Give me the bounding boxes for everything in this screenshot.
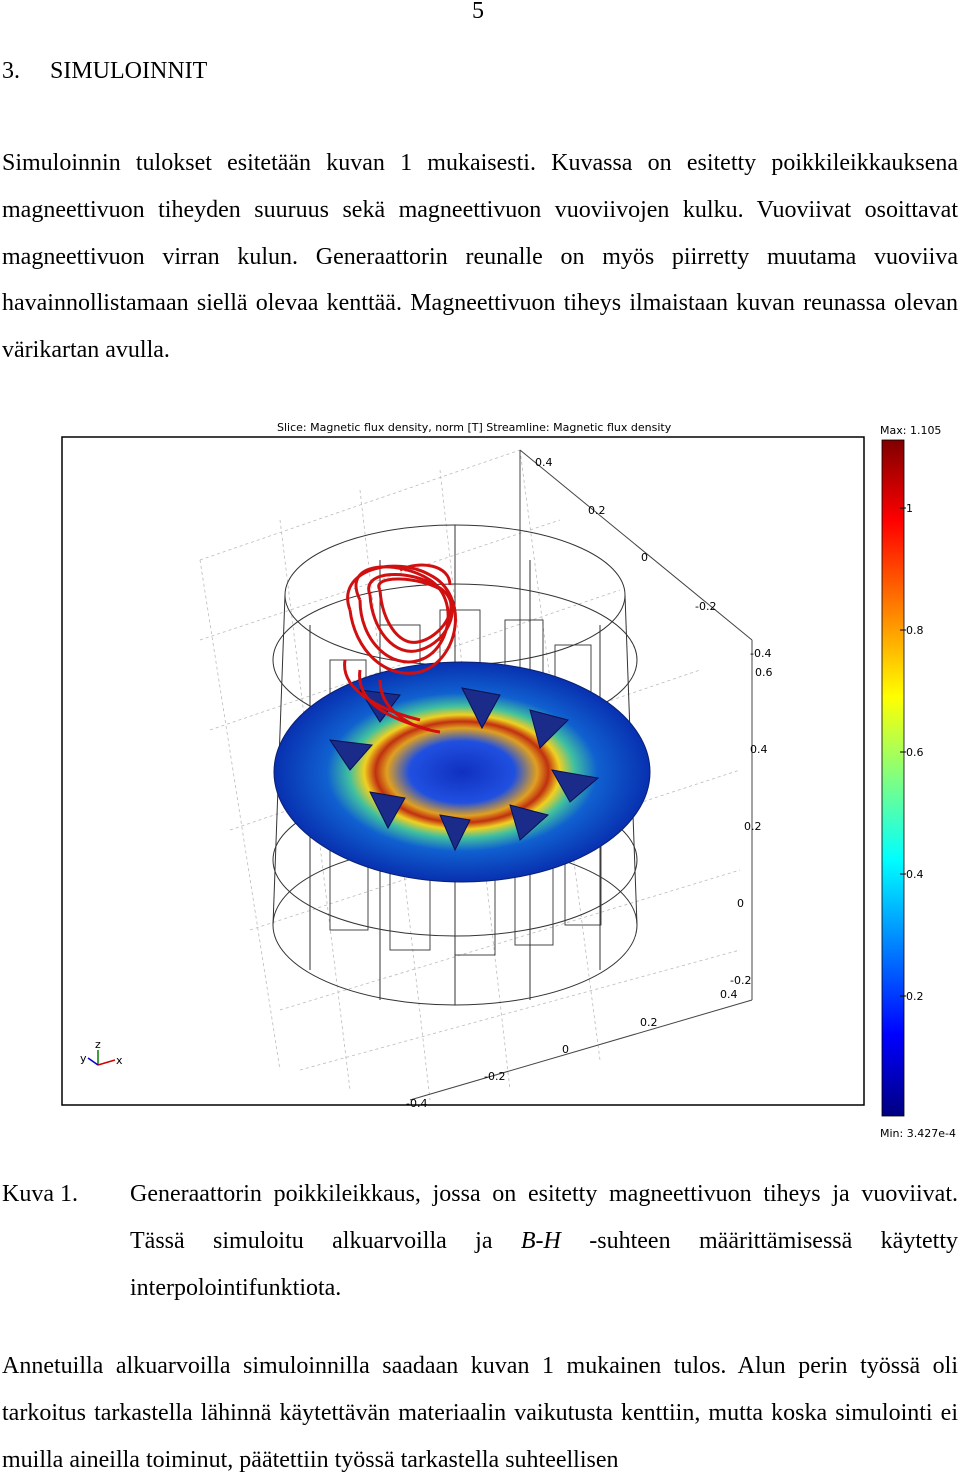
- svg-text:0.4: 0.4: [750, 743, 768, 756]
- svg-text:-0.2: -0.2: [730, 974, 752, 987]
- paragraph-results: Annetuilla alkuarvoilla simuloinnilla saadaan kuvan 1 mukainen tulos. Alun perin työssä oli tarkoitus tarkastella lähinnä käytettävän materiaalin vaikutusta kenttiin, mutta koska simulointi ei muilla aineilla toiminut, päätettiin työssä tarkastella suhteellisen: [2, 1353, 958, 1473]
- section-title: SIMULOINNIT: [50, 58, 208, 84]
- colorbar-max-label: Max: 1.105: [880, 424, 942, 437]
- svg-text:-0.2: -0.2: [695, 600, 717, 613]
- caption-label: Kuva 1.: [2, 1181, 78, 1207]
- svg-text:0.4: 0.4: [535, 456, 553, 469]
- svg-text:0.8: 0.8: [906, 624, 924, 637]
- svg-text:0.2: 0.2: [744, 820, 762, 833]
- svg-text:0.4: 0.4: [906, 868, 924, 881]
- svg-text:-0.4: -0.4: [750, 647, 772, 660]
- plot-title: Slice: Magnetic flux density, norm [T] Streamline: Magnetic flux density: [277, 421, 672, 434]
- colorbar-min-label: Min: 3.427e-4: [880, 1127, 956, 1140]
- simulation-plot: [0, 410, 960, 1150]
- svg-text:y: y: [80, 1052, 87, 1065]
- svg-text:0.2: 0.2: [906, 990, 924, 1003]
- paragraph-intro: Simuloinnin tulokset esitetään kuvan 1 mukaisesti. Kuvassa on esitetty poikkileikkauksena magneettivuon tiheyden suuruus sekä magneettivuon vuoviivojen kulku. Vuoviivat osoittavat magneettivuon virran kulun. Generaattorin reunalle on myös piirretty muutama vuoviiva havainnollistamaan siellä olevaa kenttää. Magneettivuon tiheys ilmaistaan kuvan reunassa olevan värikartan avulla.: [2, 150, 958, 364]
- section-heading: [2, 58, 207, 85]
- figure-simulation: [0, 410, 960, 1150]
- page-number: 5: [472, 0, 484, 24]
- svg-text:z: z: [95, 1038, 101, 1051]
- svg-text:0: 0: [641, 551, 648, 564]
- svg-text:1: 1: [906, 502, 913, 515]
- svg-text:-0.2: -0.2: [484, 1070, 506, 1083]
- colorbar: [882, 440, 904, 1116]
- svg-text:0.6: 0.6: [906, 746, 924, 759]
- svg-text:0.4: 0.4: [720, 988, 738, 1001]
- caption-text: Generaattorin poikkileikkaus, jossa on esitetty magneettivuon tiheys ja vuoviivat. Tässä simuloitu alkuarvoilla ja B-H -suhteen määrittämisessä käytetty interpolointifunktiota.: [130, 1181, 958, 1301]
- flux-density-slice: [274, 662, 650, 882]
- svg-text:0: 0: [562, 1043, 569, 1056]
- svg-text:0.2: 0.2: [640, 1016, 658, 1029]
- svg-text:0: 0: [737, 897, 744, 910]
- svg-text:-0.4: -0.4: [406, 1097, 428, 1110]
- svg-text:0.2: 0.2: [588, 504, 606, 517]
- section-number: 3.: [2, 58, 20, 84]
- svg-text:0.6: 0.6: [755, 666, 773, 679]
- svg-text:x: x: [116, 1054, 123, 1067]
